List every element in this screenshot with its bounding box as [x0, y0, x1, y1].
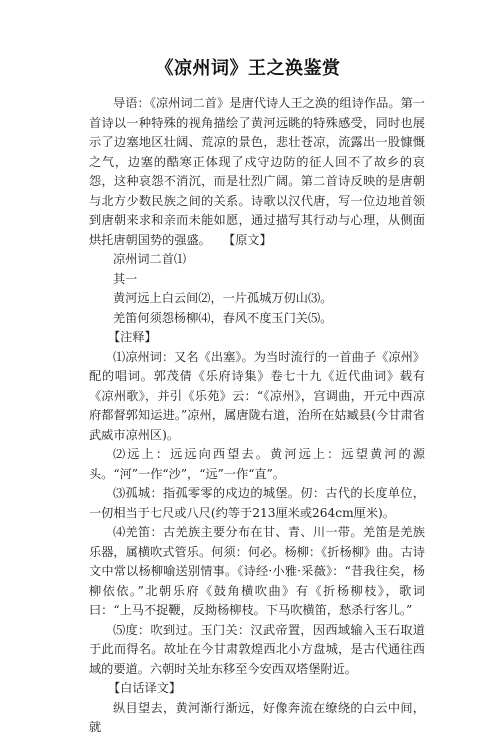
note-3: ⑶孤城：指孤零零的戍边的城堡。仞：古代的长度单位，一仞相当于七尺或八尺(约等于213厘米或264cm厘米)。 [89, 486, 425, 520]
page-title: 《凉州词》王之涣鉴赏 [155, 58, 341, 79]
note-1: ⑴凉州词：又名《出塞》。为当时流行的一首曲子《凉州》配的唱词。郭茂倩《乐府诗集》卷七十九《近代曲词》载有《凉州歌》，并引《乐苑》云：“《凉州》，宫调曲，开元中西凉府都督郭知运进。”凉州，属唐陇右道，治所在姑臧县(今甘肃省武威市凉州区)。 [89, 349, 425, 442]
poem-line: 黄河远上白云间⑵，一片孤城万仞山⑶。 [113, 291, 333, 305]
note-4: ⑷羌笛：古羌族主要分布在甘、青、川一带。羌笛是羌族乐器，属横吹式管乐。何须：何必。杨柳：《折杨柳》曲。古诗文中常以杨柳喻送别情事。《诗经·小雅·采薇》：“昔我往矣，杨柳依依。”北朝乐府《鼓角横吹曲》有《折杨柳枝》，歌词曰：“上马不捉鞭，反拗杨柳枝。下马吹横笛，愁杀行客儿。” [89, 525, 425, 617]
intro-text: 导语：《凉州词二首》是唐代诗人王之涣的组诗作品。第一首诗以一种特殊的视角描绘了黄河远眺的特殊感受，同时也展示了边塞地区壮阔、荒凉的景色，悲壮苍凉，流露出一股慷慨之气，边塞的酷寒正体现了戍守边防的征人回不了故乡的哀怨，这种哀怨不消沉，而是壮烈广阔。第二首诗反映的是唐朝与北方少数民族之间的关系。诗歌以汉代唐，写一位边地首领到唐朝来求和亲而未能如愿，通过描写其行动与心理，从侧面烘托唐朝国势的强盛。 [89, 96, 425, 247]
poem-part: 其一 [113, 271, 138, 286]
original-label: 【原文】 [229, 232, 272, 247]
note-5: ⑸度：吹到过。玉门关：汉武帝置，因西域输入玉石取道于此而得名。故址在今甘肃敦煌西北小方盘城，是古代通往西域的要道。六朝时关址东移至今安西双塔堡附近。 [89, 622, 425, 676]
notes-label: 【注释】 [108, 330, 157, 344]
poem-title: 凉州词二首⑴ [113, 252, 187, 266]
translation-paragraph: 纵目望去，黄河渐行渐远，好像奔流在缭绕的白云中间，就 [89, 700, 425, 734]
intro-paragraph [89, 94, 425, 250]
document-body [89, 94, 425, 738]
translation-label: 【白话译文】 [108, 681, 182, 695]
poem-line: 羌笛何须怨杨柳⑷，春风不度玉门关⑸。 [113, 310, 333, 325]
note-2: ⑵远上：远远向西望去。黄河远上：远望黄河的源头。“河”一作“沙”，“远”一作“直”。 [89, 447, 425, 481]
